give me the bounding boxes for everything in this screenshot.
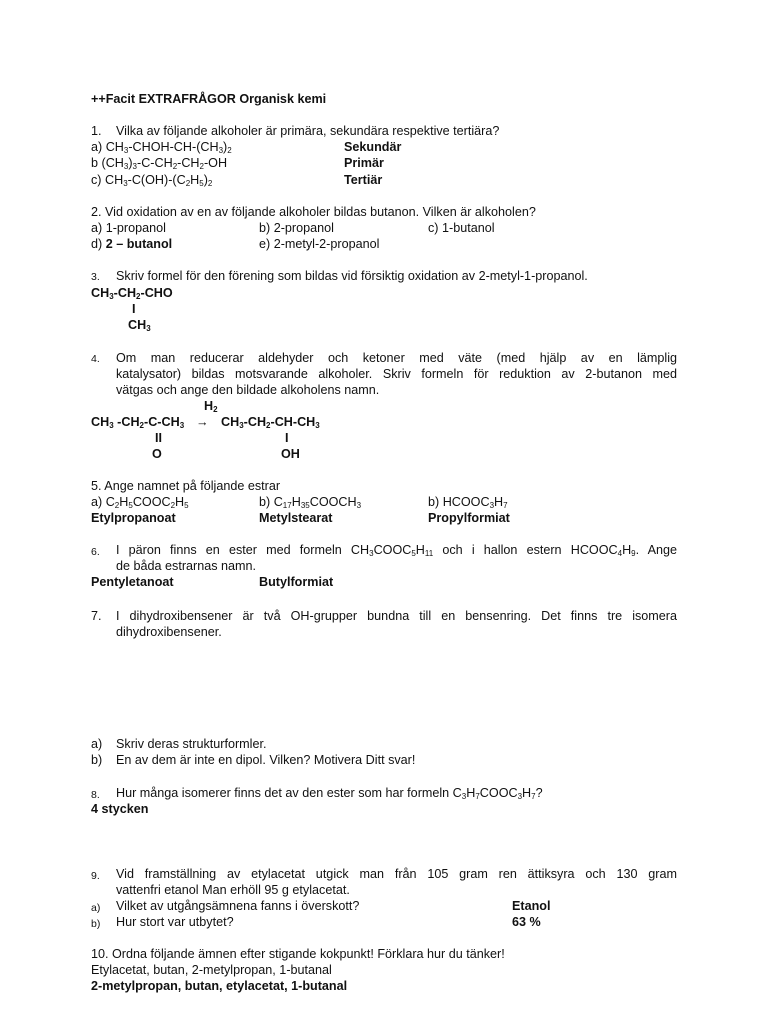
q4-line-1: Om man reducerar aldehyder och ketoner med väte (med hjälp av en lämplig [116,351,677,365]
q3-formula-branch: $CH_3$ [128,318,151,333]
q4-product: $CH_3-CH_2-CH-CH_3$ [221,415,320,430]
q4-reaction-arrow: → [196,415,209,429]
q2-option-a: a) 1-propanol [91,221,166,235]
q4-hydrogen-label: $H_2$ [204,399,218,414]
q5-answer-b: Metylstearat [259,511,333,525]
q9-number: 9. [91,870,100,882]
q9-line-1: Vid framställning av etylacetat utgick man från 105 gram ren ättiksyra och 130 gram [116,867,677,881]
q6-number: 6. [91,546,100,558]
q1-answer-c: Tertiär [344,173,383,187]
q7-b-text: En av dem är inte en dipol. Vilken? Motivera Ditt svar! [116,753,416,767]
q9-b-label: b) [91,918,101,930]
q1-option-c: c) $CH_3-C(OH)-(C_2H_5)_2$ [91,173,213,188]
q5-answer-c: Propylformiat [428,511,510,525]
q10-text: 10. Ordna följande ämnen efter stigande kokpunkt! Förklara hur du tänker! [91,947,505,961]
q5-text: 5. Ange namnet på följande estrar [91,479,281,493]
q9-b-answer: 63 % [512,915,541,929]
q3-formula-bond: I [132,302,136,316]
q9-a-text: Vilket av utgångsämnena fanns i överskott? [116,899,360,913]
q2-option-d: d) 2 – butanol [91,237,173,251]
q2-option-b: b) 2-propanol [259,221,334,235]
q6-line-1: I päron finns en ester med formeln $CH_3COOC_5H_{11}$ och i hallon estern $HCOOC_4H_9$. Ange [116,543,677,558]
q6-answer-1: Pentyletanoat [91,575,174,589]
q4-hydroxyl: OH [281,447,300,461]
page-title: ++Facit EXTRAFRÅGOR Organisk kemi [91,92,327,106]
q7-b-label: b) [91,753,103,767]
q9-a-label: a) [91,902,101,914]
q3-formula-main: $CH_3-CH_2$-CHO [91,286,173,301]
q4-number: 4. [91,353,100,365]
q4-line-2: katalysator) bildas motsvarande alkoholer. Skriv formeln för reduktion av 2-butanon med [116,367,677,381]
q7-number: 7. [91,609,102,623]
q5-option-c: b) $HCOOC_3H_7$ [428,495,508,510]
q9-b-text: Hur stort var utbytet? [116,915,234,929]
q1-answer-a: Sekundär [344,140,402,154]
q5-option-a: a) $C_2H_5COOC_2H_5$ [91,495,189,510]
q5-option-b: b) $C_{17}H_{35}COOCH_3$ [259,495,362,510]
q10-answer: 2-metylpropan, butan, etylacetat, 1-butanal [91,979,348,993]
q1-number: 1. [91,124,102,138]
q5-answer-a: Etylpropanoat [91,511,176,525]
q2-answer: 2 – butanol [105,237,173,251]
q7-line-2: dihydroxibensener. [116,625,222,639]
q2-option-e: e) 2-metyl-2-propanol [259,237,380,251]
q7-a-label: a) [91,737,103,751]
q3-number: 3. [91,271,100,283]
q4-oxygen: O [152,447,162,461]
q1-option-a: a) $CH_3-CHOH-CH-(CH_3)_2$ [91,140,232,155]
q1-option-b: b $(CH_3)_3-C-CH_2-CH_2-OH$ [91,156,228,171]
q8-text: Hur många isomerer finns det av den ester som har formeln $C_3H_7COOC_3H_7$? [116,786,543,801]
q4-line-3: vätgas och ange den bildade alkoholens namn. [116,383,380,397]
q3-text: Skriv formel för den förening som bildas vid försiktig oxidation av 2-metyl-1-propanol. [116,269,588,283]
q9-line-2: vattenfri etanol Man erhöll 95 g etylacetat. [116,883,350,897]
q2-option-c: c) 1-butanol [428,221,495,235]
q2-text: 2. Vid oxidation av en av följande alkoholer bildas butanon. Vilken är alkoholen? [91,205,536,219]
q6-line-2: de båda estrarnas namn. [116,559,257,573]
q1-answer-b: Primär [344,156,384,170]
q9-a-answer: Etanol [512,899,551,913]
q8-number: 8. [91,789,100,801]
q4-single-bond: I [285,431,289,445]
q4-reactant: $CH_3$ $-CH_2-C-CH_3$ [91,415,185,430]
q8-answer: 4 stycken [91,802,149,816]
q4-double-bond: II [155,431,162,445]
q7-a-text: Skriv deras strukturformler. [116,737,267,751]
q7-line-1: I dihydroxibensener är två OH-grupper bundna till en bensenring. Det finns tre isomera [116,609,677,623]
q1-text: Vilka av följande alkoholer är primära, sekundära respektive tertiära? [116,124,500,138]
q6-answer-2: Butylformiat [259,575,334,589]
q10-list: Etylacetat, butan, 2-metylpropan, 1-butanal [91,963,332,977]
